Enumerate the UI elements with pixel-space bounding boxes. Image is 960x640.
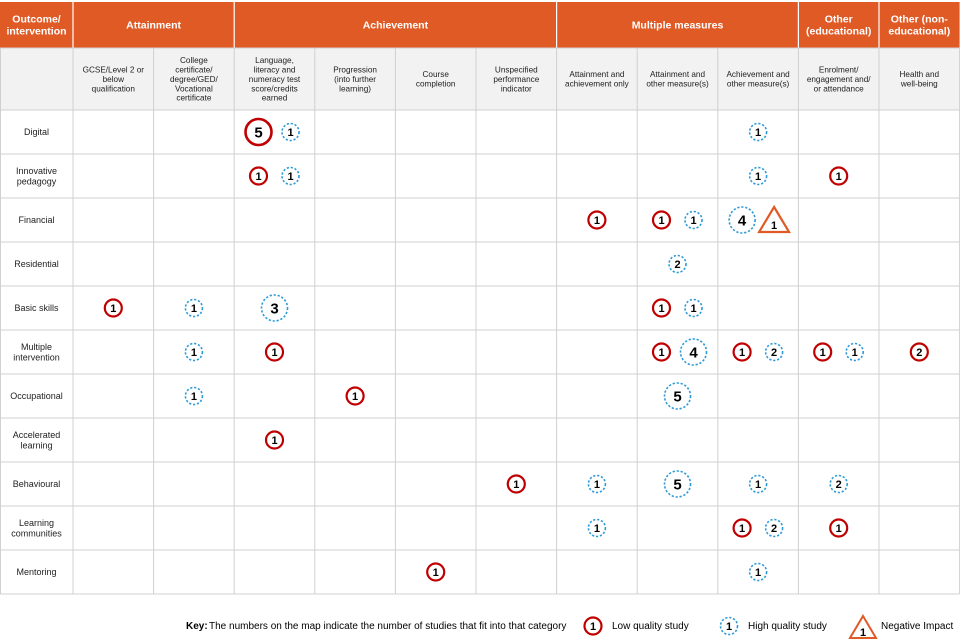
column-header: Course completion bbox=[415, 70, 456, 89]
low-quality-count: 2 bbox=[916, 347, 923, 359]
group-header: Achievement bbox=[362, 19, 429, 32]
group-header: Multiple measures bbox=[631, 19, 724, 32]
high-quality-count: 1 bbox=[755, 479, 762, 491]
high-quality-count: 5 bbox=[673, 476, 682, 494]
column-header: Enrolment/ engagement and/ or attendance bbox=[806, 65, 871, 94]
high-quality-count: 2 bbox=[674, 259, 681, 271]
high-quality-count: 1 bbox=[190, 303, 197, 315]
high-quality-count: 2 bbox=[771, 523, 778, 535]
low-quality-count: 1 bbox=[819, 347, 826, 359]
high-quality-count: 1 bbox=[755, 567, 762, 579]
high-quality-count: 1 bbox=[190, 391, 197, 403]
column-header: GCSE/Level 2 or below qualification bbox=[82, 65, 145, 94]
low-quality-count: 1 bbox=[432, 567, 439, 579]
high-quality-count: 5 bbox=[673, 388, 682, 406]
high-quality-count: 1 bbox=[190, 347, 197, 359]
high-quality-count: 1 bbox=[690, 215, 697, 227]
negative-impact-count: 1 bbox=[771, 220, 778, 232]
legend-low-quality-label: Low quality study bbox=[612, 621, 689, 632]
high-quality-count: 1 bbox=[755, 127, 762, 139]
low-quality-count: 1 bbox=[255, 171, 262, 183]
legend-high-quality-number: 1 bbox=[725, 621, 733, 633]
high-quality-count: 1 bbox=[287, 171, 294, 183]
high-quality-count: 1 bbox=[690, 303, 697, 315]
low-quality-count: 1 bbox=[271, 435, 278, 447]
low-quality-count: 1 bbox=[352, 391, 359, 403]
row-label: Behavioural bbox=[12, 479, 61, 490]
high-quality-count: 1 bbox=[287, 127, 294, 139]
low-quality-count: 1 bbox=[658, 303, 665, 315]
legend-high-quality-label: High quality study bbox=[748, 621, 827, 632]
row-label: Mentoring bbox=[16, 567, 57, 578]
row-label: Innovative pedagogy bbox=[15, 165, 58, 187]
low-quality-count: 1 bbox=[835, 171, 842, 183]
column-header: Attainment and achievement only bbox=[565, 70, 629, 89]
legend-low-quality-number: 1 bbox=[589, 621, 597, 633]
low-quality-count: 1 bbox=[271, 347, 278, 359]
column-header: Achievement and other measure(s) bbox=[726, 70, 790, 89]
group-header: Other (educational) bbox=[806, 13, 872, 38]
high-quality-count: 2 bbox=[771, 347, 778, 359]
high-quality-count: 4 bbox=[737, 212, 747, 230]
low-quality-count: 1 bbox=[110, 303, 117, 315]
row-label: Residential bbox=[14, 259, 59, 270]
column-header: College certificate/ degree/GED/ Vocational certificate bbox=[170, 56, 218, 103]
low-quality-count: 1 bbox=[835, 523, 842, 535]
row-label: Occupational bbox=[10, 391, 63, 402]
row-label: Financial bbox=[18, 215, 55, 226]
legend-negative-impact-number: 1 bbox=[859, 627, 867, 639]
column-header: Unspecified performance indicator bbox=[493, 65, 540, 94]
low-quality-count: 1 bbox=[513, 479, 520, 491]
legend-key bbox=[0, 598, 960, 640]
low-quality-count: 1 bbox=[739, 347, 746, 359]
high-quality-count: 1 bbox=[851, 347, 858, 359]
high-quality-count: 3 bbox=[270, 300, 279, 318]
low-quality-count: 1 bbox=[739, 523, 746, 535]
low-quality-count: 5 bbox=[254, 124, 263, 142]
legend-key-text: The numbers on the map indicate the number of studies that fit into that category bbox=[209, 621, 567, 632]
group-header: Other (non-educational) bbox=[888, 13, 951, 38]
row-label: Multiple intervention bbox=[13, 341, 60, 363]
legend-key-label: Key: bbox=[186, 621, 208, 632]
legend-negative-impact-label: Negative Impact bbox=[881, 621, 954, 632]
high-quality-count: 2 bbox=[835, 479, 842, 491]
row-label: Basic skills bbox=[14, 303, 59, 314]
low-quality-count: 1 bbox=[658, 347, 665, 359]
group-header: Attainment bbox=[126, 19, 182, 32]
row-label: Digital bbox=[23, 127, 50, 138]
high-quality-count: 4 bbox=[689, 344, 698, 362]
high-quality-count: 1 bbox=[593, 479, 600, 491]
column-header: Attainment and other measure(s) bbox=[646, 70, 709, 89]
row-label: Accelerated learning bbox=[12, 429, 61, 451]
high-quality-count: 1 bbox=[755, 171, 762, 183]
corner-label: Outcome/ intervention bbox=[6, 13, 67, 38]
low-quality-count: 1 bbox=[658, 215, 665, 227]
column-header: Progression (into further learning) bbox=[333, 65, 377, 94]
column-header: Health and well-being bbox=[899, 70, 940, 89]
low-quality-count: 1 bbox=[593, 215, 600, 227]
row-label: Learning communities bbox=[11, 517, 62, 539]
column-header: Language, literacy and numeracy test score/credits earned bbox=[248, 56, 301, 103]
high-quality-count: 1 bbox=[593, 523, 600, 535]
